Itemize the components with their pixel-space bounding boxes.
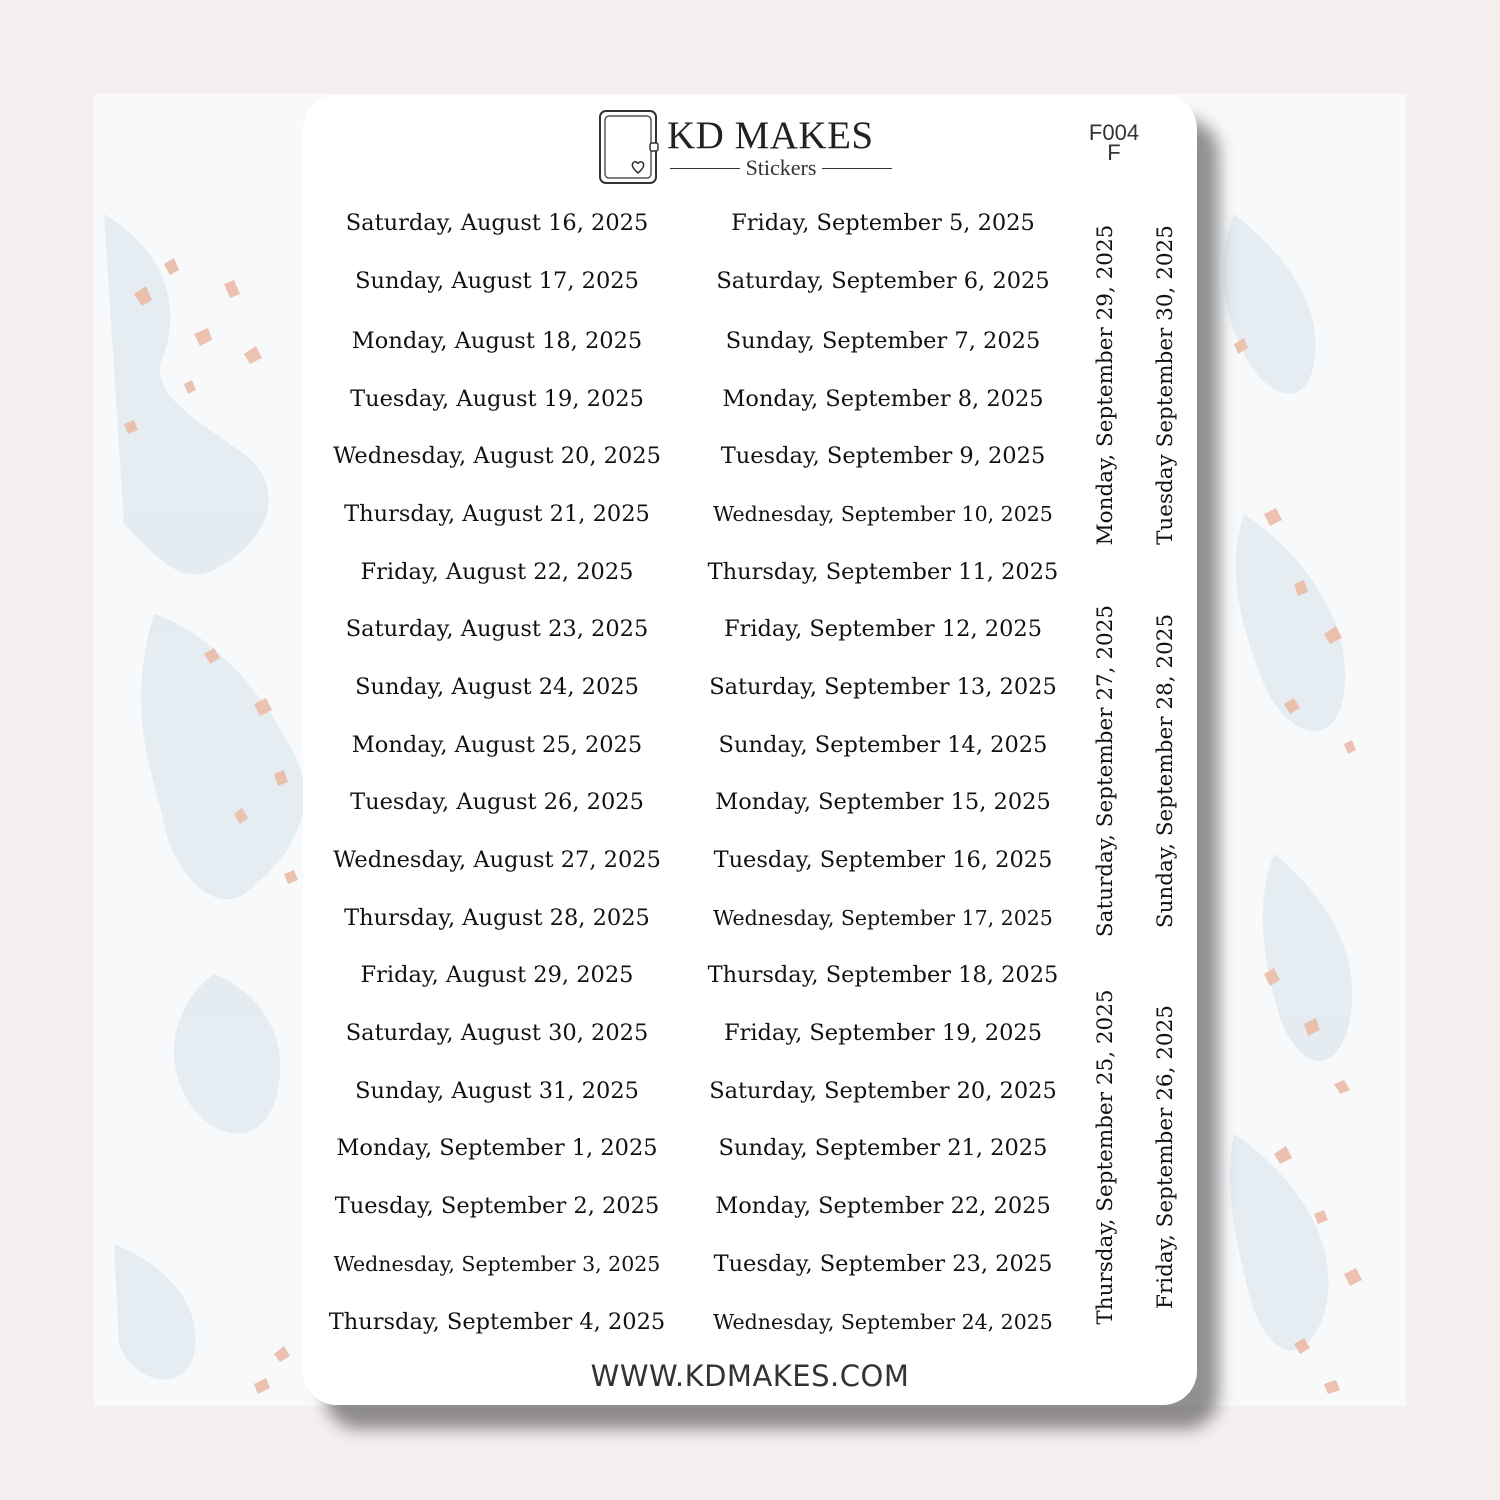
sticker-sheet bbox=[303, 95, 1197, 1405]
date-sticker: Sunday, August 31, 2025 bbox=[355, 1077, 639, 1104]
brand-subtitle bbox=[670, 155, 892, 181]
product-code bbox=[1079, 120, 1149, 165]
date-column-left bbox=[303, 197, 691, 1350]
date-sticker: Thursday, September 18, 2025 bbox=[707, 962, 1059, 989]
date-sticker: Monday, September 15, 2025 bbox=[715, 789, 1051, 816]
vertical-date-sticker: Tuesday September 30, 2025 bbox=[1152, 225, 1178, 545]
date-sticker: Sunday, September 7, 2025 bbox=[725, 327, 1041, 354]
date-sticker: Wednesday, September 3, 2025 bbox=[333, 1251, 661, 1276]
date-sticker: Wednesday, September 24, 2025 bbox=[713, 1309, 1053, 1334]
vertical-date-sticker: Thursday, September 25, 2025 bbox=[1092, 989, 1118, 1325]
date-sticker: Sunday, September 14, 2025 bbox=[718, 731, 1048, 758]
brand-name: KD MAKES bbox=[667, 114, 874, 157]
brand-subtitle-text: Stickers bbox=[745, 155, 817, 180]
date-sticker: Monday, September 1, 2025 bbox=[336, 1135, 658, 1162]
date-sticker: Tuesday, August 26, 2025 bbox=[350, 789, 644, 816]
date-sticker: Saturday, September 13, 2025 bbox=[709, 673, 1057, 700]
planner-icon bbox=[598, 109, 660, 187]
date-sticker: Saturday, August 30, 2025 bbox=[345, 1020, 649, 1047]
date-sticker: Tuesday, September 16, 2025 bbox=[713, 847, 1053, 874]
date-sticker: Friday, September 19, 2025 bbox=[723, 1020, 1043, 1047]
date-sticker: Wednesday, September 17, 2025 bbox=[713, 905, 1053, 930]
date-sticker: Monday, August 25, 2025 bbox=[351, 731, 643, 758]
date-sticker: Wednesday, August 27, 2025 bbox=[333, 847, 661, 874]
vertical-date-sticker: Sunday, September 28, 2025 bbox=[1152, 613, 1178, 929]
date-sticker: Tuesday, September 9, 2025 bbox=[720, 443, 1046, 470]
date-sticker: Monday, August 18, 2025 bbox=[351, 327, 643, 354]
sheet-header bbox=[303, 95, 1197, 205]
product-code-line1: F004 bbox=[1088, 120, 1140, 145]
date-sticker: Sunday, August 24, 2025 bbox=[355, 673, 639, 700]
date-sticker: Friday, August 29, 2025 bbox=[360, 962, 634, 989]
date-column-right bbox=[689, 197, 1077, 1350]
divider bbox=[822, 168, 892, 169]
date-sticker: Friday, September 12, 2025 bbox=[723, 616, 1043, 643]
date-sticker: Saturday, September 6, 2025 bbox=[716, 267, 1050, 294]
product-code-line2: F bbox=[1107, 140, 1121, 165]
divider bbox=[670, 168, 740, 169]
date-sticker: Monday, September 22, 2025 bbox=[715, 1193, 1051, 1220]
vertical-date-sticker: Friday, September 26, 2025 bbox=[1152, 1005, 1178, 1309]
date-sticker: Friday, August 22, 2025 bbox=[360, 558, 634, 585]
date-sticker: Tuesday, September 2, 2025 bbox=[334, 1193, 660, 1220]
date-sticker: Wednesday, August 20, 2025 bbox=[333, 443, 661, 470]
date-sticker: Saturday, August 16, 2025 bbox=[345, 210, 649, 236]
date-sticker: Sunday, August 17, 2025 bbox=[355, 267, 639, 294]
website-url: WWW.KDMAKES.COM bbox=[590, 1359, 910, 1393]
date-sticker: Saturday, August 23, 2025 bbox=[345, 616, 649, 643]
date-sticker: Tuesday, September 23, 2025 bbox=[713, 1250, 1053, 1277]
date-sticker: Friday, September 5, 2025 bbox=[731, 210, 1035, 236]
date-sticker: Thursday, August 21, 2025 bbox=[344, 500, 650, 527]
date-sticker: Monday, September 8, 2025 bbox=[722, 385, 1044, 412]
date-sticker: Wednesday, September 10, 2025 bbox=[713, 501, 1053, 526]
date-sticker: Thursday, September 4, 2025 bbox=[328, 1308, 666, 1335]
vertical-date-sticker: Monday, September 29, 2025 bbox=[1092, 224, 1118, 546]
date-sticker: Tuesday, August 19, 2025 bbox=[350, 385, 644, 412]
date-sticker: Thursday, September 11, 2025 bbox=[707, 558, 1059, 585]
date-sticker: Sunday, September 21, 2025 bbox=[718, 1135, 1048, 1162]
vertical-date-sticker: Saturday, September 27, 2025 bbox=[1092, 604, 1118, 938]
date-sticker: Thursday, August 28, 2025 bbox=[344, 904, 650, 931]
date-sticker: Saturday, September 20, 2025 bbox=[709, 1077, 1057, 1104]
